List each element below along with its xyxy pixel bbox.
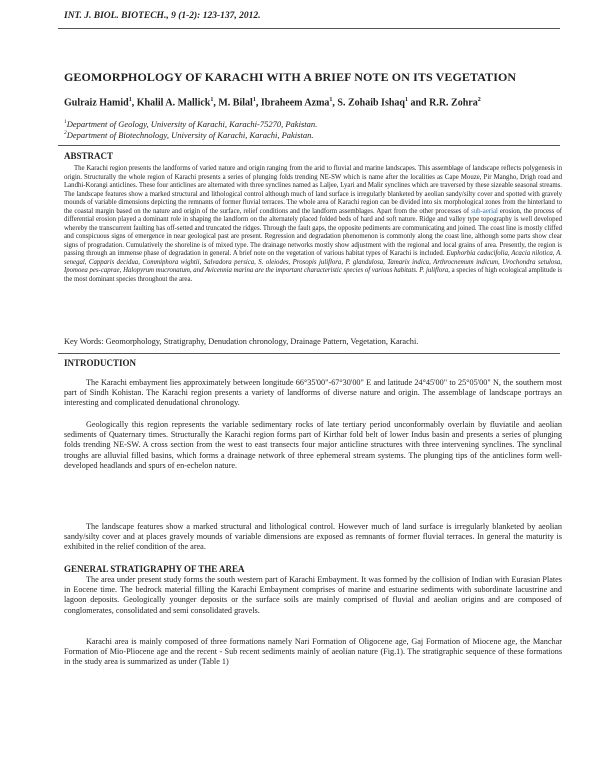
author-name: Ibraheem Azma [260, 97, 330, 109]
author-list: Gulraiz Hamid$^1$, Khalil A. Mallick$^1$, M. Bilal$^1$, Ibraheem Azma$^1$, S. Zohaib Ishaq$^1$ and R.R. Zohra$^2$ [64, 97, 481, 109]
abstract-top-rule [58, 145, 560, 146]
keywords: Key Words: Geomorphology, Stratigraphy, Denudation chronology, Drainage Pattern, Vegetation, Karachi. [64, 337, 419, 346]
abstract-heading: ABSTRACT [64, 151, 114, 161]
author-name: R.R. Zohra [429, 97, 478, 109]
author-name: M. Bilal [218, 97, 253, 109]
paper-title: GEOMORPHOLOGY OF KARACHI WITH A BRIEF NOTE ON ITS VEGETATION [64, 70, 517, 84]
intro-paragraph: Geologically this region represents the variable sedimentary rocks of late tertiary period unconformably overlain by fluviatile and aeolian sediments of Quaternary times. Structurally the Karachi region forms part of Kirthar fold belt of lower Indus basin and presents a series of plunging folds trending NE-SW. A cross section from the west to east transects four major anticline structures with three intervening synclines. The synclinal troughs are alluvial filled basins, which forms a drainage network of three ephemeral stream systems. The plunging tips of the anticlines form well-developed headlands and spurs of en-echelon nature. [64, 420, 562, 470]
author-name: S. Zohaib Ishaq [337, 97, 405, 109]
abstract-highlight: sub-aerial [471, 207, 498, 215]
stratigraphy-paragraph: Karachi area is mainly composed of three formations namely Nari Formation of Oligocene age, Gaj Formation of Miocene age, the Manchar Formation of Mio-Pliocene age and the recent - Sub recent sediments mainly of aeolian nature (Fig.1). The stratigraphic sequence of these formations in the study area is summarized as under (Table 1) [64, 637, 562, 667]
stratigraphy-heading: GENERAL STRATIGRAPHY OF THE AREA [64, 564, 245, 574]
intro-paragraph: The Karachi embayment lies approximately between longitude 66°35'00"-67°30'00" E and latitude 24°45'00" to 25°05'00" N, the southern most part of Sindh Kohistan. The Karachi region presents a variety of landforms of diverse nature and origin. The assemblage of landscape portrays an interesting and complicated denudational chronology. [64, 378, 562, 408]
affiliation-2: $^2$Department of Biotechnology, University of Karachi, Karachi, Pakistan. [64, 130, 314, 140]
journal-citation: INT. J. BIOL. BIOTECH., 9 (1-2): 123-137, 2012. [64, 11, 261, 21]
abstract-body: The Karachi region presents the landforms of varied nature and origin ranging from the arid to fluvial and marine landscapes. This assemblage of landscape reflects polygenesis in origin. Structurally the whole region of Karachi presents a series of plunging folds trending NE-SW which is name after the localities as Cape Mouze, Pir Mangho, Drigh road and Landhi-Korangi anticlines. These four anticlines are alternated with three synclines named as Laljee, Lyari and Malir synclines which are traversed by these sizeable seasonal streams. The landscape features show a marked structural and lithological control although much of land surface is irregularly blanketed by aeolian sandy/silty cover and spotted with gravely mounds of variable dimensions depicting the remnants of former fluvial terraces. The whole area of Karachi region can be divided into six morphological zones from the hinterland to the coastal margin based on the nature and origin of the surface, relief conditions and the landform assemblages. Apart from the other processes of sub-aerial erosion, the process of differential erosion played a dominant role in shaping the landform on the alternately placed folded beds of hard and soft nature. Ridge and valley type topography is well developed whereby the transcurrent faulting has off-setted and truncated the ridges. Through the fault gaps, the opposite pediments are communicating and joined. The coast line is mostly cliffed and conspicuous signs of emergence in near geological past are present. Regression and degradation phenomenon is commonly along the coast line, although some parts show clear signs of progradation. Cumulatively the shoreline is of mixed type. The drainage networks mostly show adjustment with the regional and local grains of area. Presently, the region is passing through an immense phase of degradation in general. A brief note on the vegetation of various habitat types of Karachi is included. Euphorbia caducifolia, Acacia nilotica, A. senegal, Capparis decidua, Commiphora wightii, Salvadora persica, S. oleiodes, Prosopis juliflora, P. glandulosa, Tamarix indica, Arthrocnemum indicum, Urochondra setulosa, Ipomoea pes-caprae, Halopyrum mucronatum, and Avicennia marina are the important characteristic species of various habitats. P. juliflora, a species of high ecological amplitude is the most dominant species throughout the area. [64, 165, 563, 283]
stratigraphy-paragraph: The area under present study forms the south western part of Karachi Embayment. It was formed by the collision of Indian with Eurasian Plates in Eocene time. The bedrock material filling the Karachi Embayment comprises of marine and estuarine sediments with subordinate lacustrine and lagoon deposits. Geologically younger deposits or the surface soils are mainly comprised of fluvial and aeolian origins and are composed of conglomerates, consolidated and semi consolidated gravels. [64, 575, 562, 615]
author-name: Khalil A. Mallick [136, 97, 211, 109]
author-name: Gulraiz Hamid [64, 97, 129, 109]
intro-paragraph: The landscape features show a marked structural and lithological control. However much of land surface is irregularly blanketed by aeolian sandy/silty cover and at places gravely mounds of variable dimensions are exposed as remnants of former fluvial terraces. In general the maturity is exhibited in the relief condition of the area. [64, 522, 562, 552]
affiliation-1: $^1$Department of Geology, University of Karachi, Karachi-75270, Pakistan. [64, 119, 318, 129]
keywords-rule [58, 353, 560, 354]
header-rule [58, 28, 560, 29]
introduction-heading: INTRODUCTION [64, 358, 137, 368]
